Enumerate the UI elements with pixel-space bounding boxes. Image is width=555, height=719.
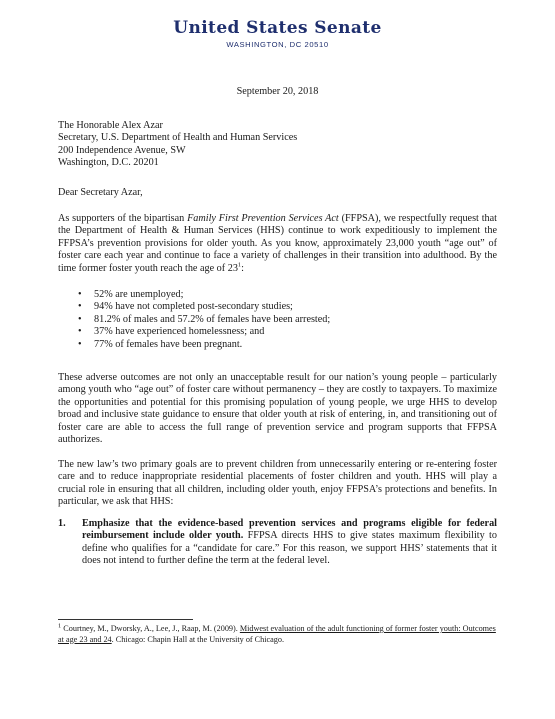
footnote-marker: 1 (58, 622, 62, 630)
recipient-city: Washington, D.C. 20201 (58, 157, 159, 169)
list-item-text: 37% have experienced homelessness; and (94, 326, 265, 338)
list-item (78, 301, 330, 313)
footnote-publisher: . Chicago: Chapin Hall at the University of Chicago. (111, 634, 285, 644)
bullet-icon: • (78, 313, 82, 325)
paragraph-outcomes: These adverse outcomes are not only an unacceptable result for our nation’s young people – particularly among youth who “age out” of foster care without permanency – they are costly to taxpayers. To maximize the opportunities and potential for this promising population of young people, we urge HHS to develop broad and inclusive state guidance to ensure that older youth at risk of entering, in, and transitioning out of foster care are able to access the full range of prevention service and program supports that FFPSA authorizes. (58, 372, 497, 446)
request-item-1 (58, 518, 497, 568)
intro-end: : (241, 262, 245, 274)
list-item-text: 77% of females have been pregnant. (94, 338, 243, 350)
list-item-text: 94% have not completed post-secondary studies; (94, 301, 293, 313)
senate-title: United States Senate (173, 18, 382, 38)
bullet-icon: • (78, 326, 82, 338)
footnote-divider (58, 619, 193, 620)
recipient-street: 200 Independence Avenue, SW (58, 144, 186, 156)
recipient-title: Secretary, U.S. Department of Health and Human Services (58, 132, 298, 144)
list-item (78, 314, 330, 326)
list-item (78, 289, 330, 301)
letterhead (0, 18, 555, 51)
salutation: Dear Secretary Azar, (58, 187, 143, 198)
paragraph-intro (58, 213, 497, 275)
intro-lead: As supporters of the bipartisan (58, 213, 188, 224)
request-heading: Emphasize that the evidence-based prevention services and programs eligible for federal reimbursement include older youth. (82, 518, 497, 542)
statistics-list (78, 289, 330, 351)
request-text: FFPSA directs HHS to give states maximum flexibility to define who qualifies for a “candidate for care.” For this reason, we support HHS’ statements that it does not intend to further define the term at the federal level. (82, 530, 497, 567)
list-item (78, 339, 330, 351)
request-number: 1. (58, 518, 66, 529)
bullet-icon: • (78, 289, 82, 300)
request-body (82, 518, 497, 568)
footnote-title: Midwest evaluation of the adult functioning of former foster youth: Outcomes at age 23 and 24 (58, 624, 496, 644)
bullet-icon: • (78, 338, 82, 350)
list-item-text: 52% are unemployed; (94, 289, 184, 300)
footnote-ref: 1 (237, 261, 242, 269)
paragraph-goals: The new law’s two primary goals are to prevent children from unnecessarily entering or re-entering foster care and to reduce inappropriate residential placements of foster children and youth. HHS will play a crucial role in ensuring that all children, including older youth, enjoy FFPSA’s protections and benefits. In particular, we ask that HHS: (58, 459, 497, 508)
recipient-address (58, 120, 297, 170)
footnote-authors: Courtney, M., Dworsky, A., Lee, J., Raap, M. (2009). (61, 624, 240, 633)
list-item-text: 81.2% of males and 57.2% of females have been arrested; (94, 313, 331, 325)
act-name: Family First Prevention Services Act (187, 213, 339, 224)
footnote (58, 624, 497, 645)
list-item (78, 326, 330, 338)
recipient-name: The Honorable Alex Azar (58, 120, 163, 131)
intro-rest: (FFPSA), we respectfully request that the Department of Health & Human Services (HHS) continue to work expeditiously to implement the FFPSA’s prevention provisions for older youth. As you know, approximately 23,000 youth “age out” of foster care each year and continue to face a variety of challenges in their transition into adulthood. By the time former foster youth reach the age of 23 (58, 213, 497, 274)
letter-date: September 20, 2018 (236, 86, 319, 97)
bullet-icon: • (78, 301, 82, 313)
senate-location: WASHINGTON, DC 20510 (226, 40, 329, 49)
